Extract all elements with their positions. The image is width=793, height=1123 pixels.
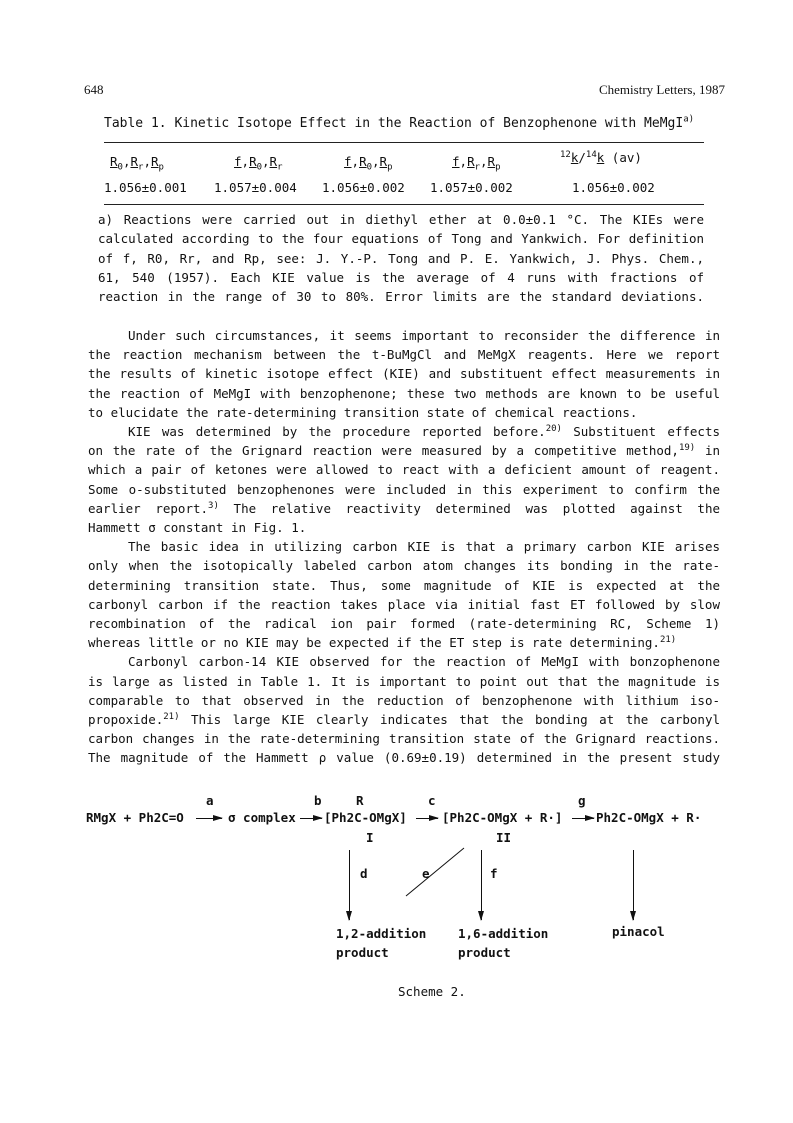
body-line: on the rate of the Grignard reaction were measured by a competitive method,$^{19)}$ in (88, 443, 720, 459)
product-pinacol: pinacol (612, 924, 665, 939)
table-header-cell: $R_0,R_r,R_p$ (110, 154, 164, 173)
reaction-arrow-down (481, 850, 482, 920)
table-cell: 1.056±0.002 (322, 180, 405, 195)
product-1-6-addition: 1,6-addition product (458, 926, 549, 960)
scheme-caption: Scheme 2. (398, 984, 466, 999)
footnote-line: calculated according to the four equations of Tong and Yankwich. For definition (98, 231, 704, 247)
body-line: which a pair of ketones were allowed to react with a deficient amount of reagent. (88, 462, 720, 478)
body-line: Some o-substituted benzophenones were included in this experiment to confirm the (88, 481, 720, 497)
body-line: carbon changes in the rate-determining transition state of the Grignard reactions. (88, 731, 720, 747)
reaction-arrow-down (633, 850, 634, 920)
table-header-cell: $f,R_0,R_p$ (344, 154, 393, 173)
table-caption: Table 1. Kinetic Isotope Effect in the Reaction of Benzophenone with MeMgI$^{a)}$ (104, 114, 695, 131)
reaction-arrow (300, 818, 322, 819)
reaction-arrow (416, 818, 438, 819)
body-line: the reaction mechanism between the t-BuMgCl and MeMgX reagents. Here we report (88, 347, 720, 363)
table-header-cell: $^{12}$k/$^{14}$k (av) (560, 149, 642, 165)
scheme-reactants: RMgX + Ph2C=O (86, 810, 184, 825)
product-1-2-addition: 1,2-addition product (336, 926, 427, 960)
body-line: carbonyl carbon if the reaction takes place via initial fast ET followed by slow (88, 596, 720, 612)
body-line: KIE was determined by the procedure reported before.$^{20)}$ Substituent effects (128, 423, 720, 440)
body-line: determining transition state. Thus, some magnitude of KIE is expected at the (88, 577, 720, 593)
intermediate-II-label: II (496, 830, 512, 845)
step-label: d (360, 866, 368, 881)
table-cell: 1.056±0.001 (104, 180, 187, 195)
intermediate-II: [Ph2C-OMgX + R·] (442, 810, 563, 825)
body-line: to elucidate the rate-determining transition state of chemical reactions. (88, 404, 638, 420)
step-label: f (490, 866, 498, 881)
reaction-arrow-down (349, 850, 350, 920)
reaction-arrow (572, 818, 594, 819)
body-line: propoxide.$^{21)}$ This large KIE clearly indicates that the bonding at the carbonyl (88, 711, 720, 728)
footnote-line: a) Reactions were carried out in diethyl ether at 0.0±0.1 °C. The KIEs were (98, 212, 704, 227)
body-text (88, 326, 720, 768)
body-line: the reaction of MeMgI with benzophenone; these two methods are known to be useful (88, 385, 720, 401)
page-number: 648 (84, 82, 104, 97)
body-line: Under such circumstances, it seems important to reconsider the difference in (128, 328, 720, 343)
body-line: Carbonyl carbon-14 KIE observed for the reaction of MeMgI with bonzophenone (128, 654, 720, 670)
diagonal-arrow (400, 846, 466, 900)
scheme-sigma-complex: σ complex (228, 810, 296, 825)
intermediate-I-label: I (366, 830, 374, 845)
scheme-final-product: Ph2C-OMgX + R· (596, 810, 702, 825)
body-line: earlier report.$^{3)}$ The relative reactivity determined was plotted against the (88, 500, 720, 516)
body-line: Hammett σ constant in Fig. 1. (88, 520, 307, 536)
table-cell: 1.056±0.002 (572, 180, 655, 195)
table-cell: 1.057±0.004 (214, 180, 297, 195)
body-line: comparable to that observed in the reduction of benzophenone with lithium iso- (88, 692, 720, 708)
body-line: is large as listed in Table 1. It is important to point out that the magnitude is (88, 673, 720, 689)
table-cell: 1.057±0.002 (430, 180, 513, 195)
body-line: only when the isotopically labeled carbon atom changes its bonding in the rate- (88, 558, 720, 574)
table-footnote (98, 210, 704, 306)
step-label: a (206, 793, 214, 808)
body-line: The basic idea in utilizing carbon KIE is that a primary carbon KIE arises (128, 539, 720, 555)
table-bottom-rule (104, 204, 704, 205)
step-label: c (428, 793, 436, 808)
scheme-R-label: R (356, 793, 364, 808)
footnote-line: reaction in the range of 30 to 80%. Error limits are the standard deviations. (98, 289, 704, 305)
step-label: g (578, 793, 586, 808)
body-line: whereas little or no KIE may be expected if the ET step is rate determining.$^{21)}$ (88, 635, 677, 651)
body-line: the results of kinetic isotope effect (KIE) and substituent effect measurements in (88, 366, 720, 382)
footnote-line: 61, 540 (1957). Each KIE value is the average of 4 runs with fractions of (98, 269, 704, 285)
step-label: e (422, 866, 430, 881)
footnote-line: of f, R0, Rr, and Rp, see: J. Y.-P. Tong and P. E. Yankwich, J. Phys. Chem., (98, 250, 704, 266)
table-header-cell: $f,R_r,R_p$ (452, 154, 501, 173)
body-line: The magnitude of the Hammett ρ value (0.69±0.19) determined in the present study (88, 750, 720, 766)
journal-header: Chemistry Letters, 1987 (598, 82, 725, 97)
table-header-cell: $f,R_0,R_r$ (234, 154, 283, 173)
body-line: recombination of the radical ion pair formed (rate-determining RC, Scheme 1) (88, 616, 720, 632)
intermediate-I: [Ph2C-OMgX] (324, 810, 407, 825)
step-label: b (314, 793, 322, 808)
reaction-arrow (196, 818, 222, 819)
table-top-rule (104, 142, 704, 143)
